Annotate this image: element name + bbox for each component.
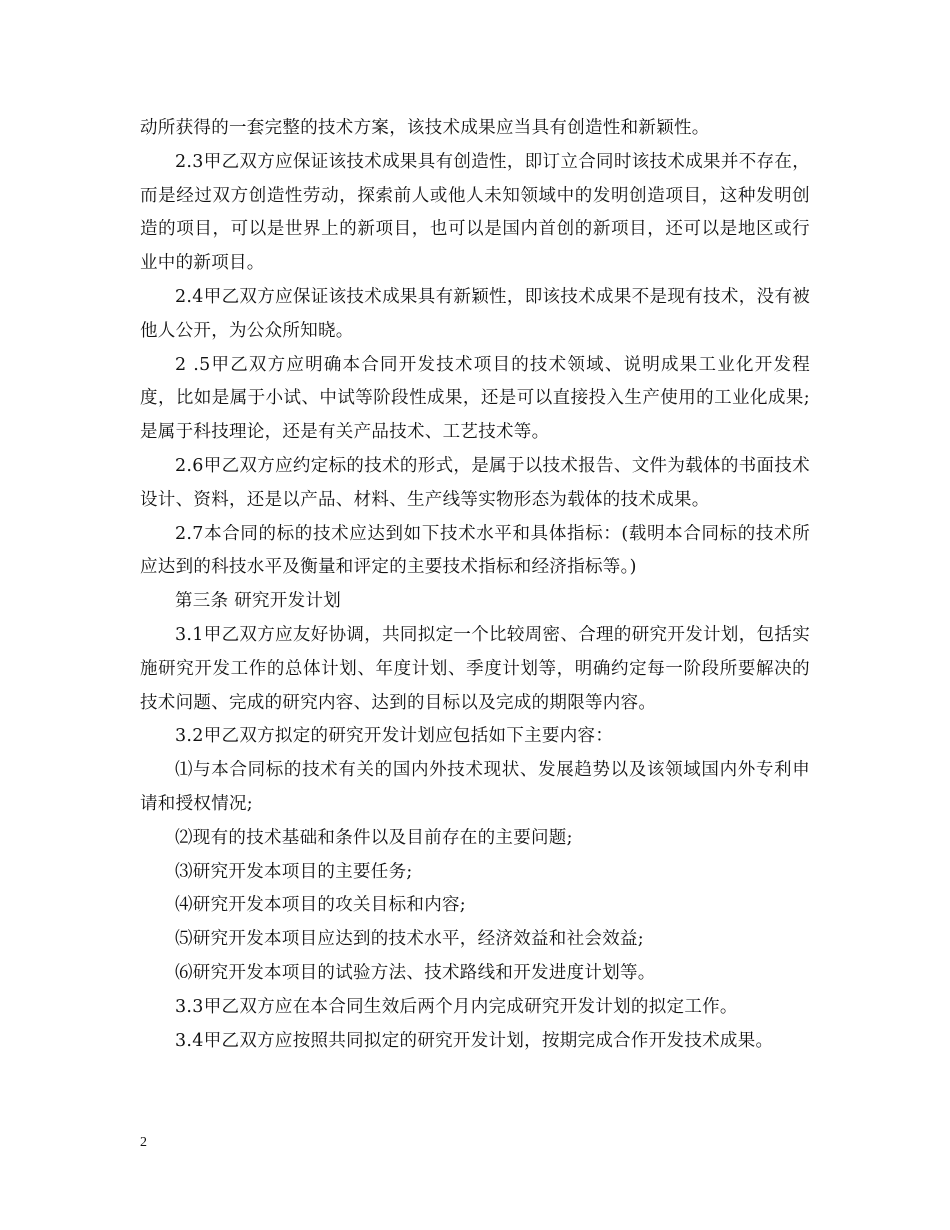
paragraph-2-7: 2.7本合同的标的技术应达到如下技术水平和具体指标：(载明本合同标的技术所应达到的科技水平及衡量和评定的主要技术指标和经济指标等。) [140,523,810,578]
paragraph-3-3: 3.3甲乙双方应在本合同生效后两个月内完成研究开发计划的拟定工作。 [175,996,738,1017]
list-item-3: ⑶研究开发本项目的主要任务; [175,861,413,882]
paragraph-2-5: 2 .5甲乙双方应明确本合同开发技术项目的技术领域、说明成果工业化开发程度，比如是属于小试、中试等阶段性成果，还是可以直接投入生产使用的工业化成果;是属于科技理论，还是有关产品技术、工艺技术等。 [140,354,810,443]
list-item-5: ⑸研究开发本项目应达到的技术水平，经济效益和社会效益; [175,929,644,950]
paragraph-3-4: 3.4甲乙双方应按照共同拟定的研究开发计划，按期完成合作开发技术成果。 [175,1030,774,1051]
page-number: 2 [140,1135,147,1150]
list-item-1: ⑴与本合同标的技术有关的国内外技术现状、发展趋势以及该领域国内外专利申请和授权情况; [140,760,810,814]
paragraph-2-3: 2.3甲乙双方应保证该技术成果具有创造性，即订立合同时该技术成果并不存在，而是经过双方创造性劳动，探索前人或他人未知领域中的发明创造项目，这种发明创造的项目，可以是世界上的新项目，也可以是国内首创的新项目，还可以是地区或行业中的新项目。 [140,151,810,274]
paragraph-3-2: 3.2甲乙双方拟定的研究开发计划应包括如下主要内容： [175,726,614,747]
list-item-6: ⑹研究开发本项目的试验方法、技术路线和开发进度计划等。 [175,962,656,983]
paragraph-continuation: 动所获得的一套完整的技术方案，该技术成果应当具有创造性和新颖性。 [140,118,710,138]
paragraph-2-6: 2.6甲乙双方应约定标的技术的形式，是属于以技术报告、文件为载体的书面技术设计、资料，还是以产品、材料、生产线等实物形态为载体的技术成果。 [140,455,810,510]
paragraph-3-1: 3.1甲乙双方应友好协调，共同拟定一个比较周密、合理的研究开发计划，包括实施研究开发工作的总体计划、年度计划、季度计划等，明确约定每一阶段所要解决的技术问题、完成的研究内容、达到的目标以及完成的期限等内容。 [140,624,810,713]
paragraph-2-4: 2.4甲乙双方应保证该技术成果具有新颖性，即该技术成果不是现有技术，没有被他人公开，为公众所知晓。 [140,286,810,341]
section-heading-article-3: 第三条 研究开发计划 [175,591,342,612]
list-item-4: ⑷研究开发本项目的攻关目标和内容; [175,895,466,916]
list-item-2: ⑵现有的技术基础和条件以及目前存在的主要问题; [175,827,573,848]
document-body [140,112,810,1058]
